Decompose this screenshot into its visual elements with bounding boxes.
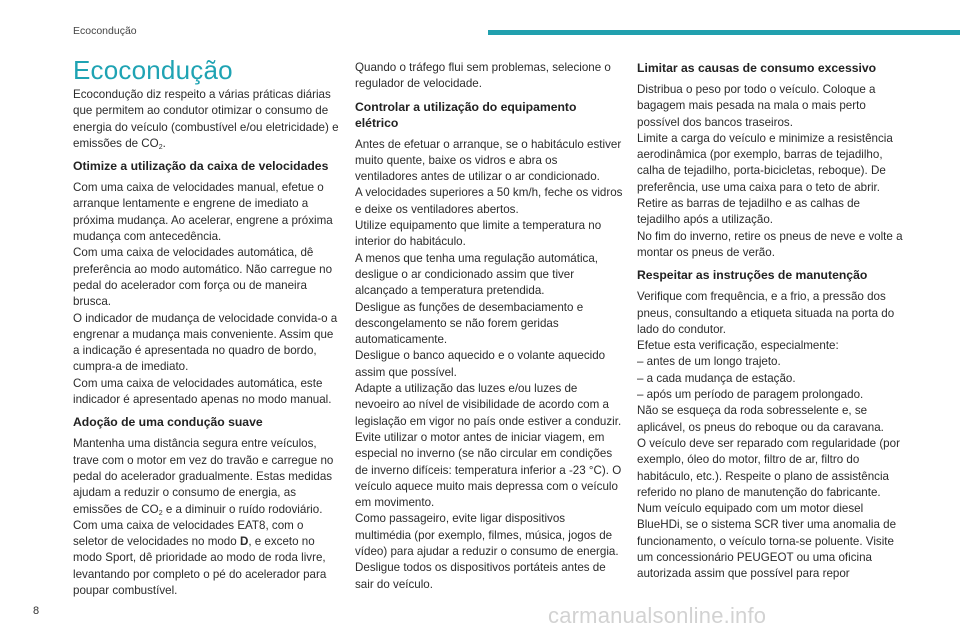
smooth-driving-paragraph: Mantenha uma distância segura entre veículos, trave com o motor em vez do travão e carregue no pedal do acelerador gradualmente. Estas medidas ajudam a reduzir o consumo de energia, as emissões de $CO_2$ e a diminuir o ruído rodoviário. Com uma caixa de velocidades EAT8, com o seletor de velocidades no modo D, e exceto no modo Sport, dê prioridade ao modo de roda livre, levantando por completo o pé do acelerador para poupar combustível. [73, 437, 334, 598]
heading-maintenance: Respeitar as instruções de manutenção [637, 268, 868, 283]
heading-excess-consumption: Limitar as causas de consumo excessivo [637, 61, 877, 75]
heading-electrical-equipment: Controlar a utilização do equipamento elétrico [355, 99, 577, 130]
electrical-equipment-paragraph: Antes de efetuar o arranque, se o habitáculo estiver muito quente, baixe os vidros e abra os ventiladores antes de utilizar o ar condicionado. A velocidades superiores a 50 km/h, feche os vidros e deixe os ventiladores abertos. Utilize equipamento que limite a temperatura no interior do habitáculo. A menos que tenha uma regulação automática, desligue o ar condicionado assim que tiver alcançado a temperatura pretendida. Desligue as funções de desembaciamento e descongelamento se não forem geridas automaticamente. Desligue o banco aquecido e o volante aquecido assim que possível. Adapte a utilização das luzes e/ou luzes de nevoeiro ao nível de visibilidade de acordo com a legislação em vigor no país onde estiver a conduzir. Evite utilizar o motor antes de iniciar viagem, em especial no inverno (se não circular em condições de inverno difíceis: temperatura inferior a -23 °C). O veículo aquece muito mais depressa com o veículo em movimento. Como passageiro, evite ligar dispositivos multimédia (por exemplo, filmes, música, jogos de vídeo) para ajudar a reduzir o consumo de energia. Desligue todos os dispositivos portáteis antes de sair do veículo. [355, 137, 623, 591]
heading-smooth-driving: Adoção de uma condução suave [73, 415, 263, 430]
page-number: 8 [33, 605, 40, 617]
gearbox-paragraph: Com uma caixa de velocidades manual, efetue o arranque lentamente e engrene de imediato a próxima mudança. Ao acelerar, engrene a próxima mudança com antecedência. Com uma caixa de velocidades automática, dê preferência ao modo automático. Não carregue no pedal do acelerador com força ou de maneira brusca. O indicador de mudança de velocidade convida-o a engrenar a mudança mais conveniente. Assim que a indicação é apresentada no quadro de bordo, cumpra-a de imediato. Com uma caixa de velocidades automática, este indicador é apresentado apenas no modo manual. [73, 181, 338, 407]
excess-consumption-paragraph: Distribua o peso por todo o veículo. Coloque a bagagem mais pesada na mala o mais perto possível dos bancos traseiros. Limite a carga do veículo e minimize a resistência aerodinâmica (por exemplo, barras de tejadilho, calha de tejadilho, porta-bicicletas, reboque). De preferência, use uma caixa para o teto de abrir. Retire as barras de tejadilho e as calhas de tejadilho após a utilização. No fim do inverno, retire os pneus de neve e volte a montar os pneus de verão. [637, 83, 903, 259]
running-head: Ecocondução [73, 25, 137, 37]
cruise-control-paragraph: Quando o tráfego flui sem problemas, selecione o regulador de velocidade. [355, 61, 611, 91]
maintenance-paragraph: Verifique com frequência, e a frio, a pressão dos pneus, consultando a etiqueta situada na porta do lado do condutor. Efetue esta verificação, especialmente: – antes de um longo trajeto. – a cada mudança de estação. – após um período de paragem prolongado. Não se esqueça da roda sobresselente e, se aplicável, os pneus do reboque ou da caravana. O veículo deve ser reparado com regularidade (por exemplo, óleo do motor, filtro de ar, filtro do habitáculo, etc.). Respeite o plano de assistência referido no plano de manutenção do fabricante. Num veículo equipado com um motor diesel BlueHDi, se o sistema SCR tiver uma anomalia de funcionamento, o veículo torna-se poluente. Visite um concessionário PEUGEOT ou uma oficina autorizada assim que possível para repor [637, 290, 900, 581]
column-3 [637, 60, 905, 589]
page-title: Ecocondução [73, 55, 233, 85]
heading-gearbox: Otimize a utilização da caixa de velocidades [73, 159, 329, 174]
header-accent-bar [488, 30, 960, 35]
intro-paragraph: Ecocondução diz respeito a várias práticas diárias que permitem ao condutor otimizar o consumo de energia do veículo (combustível e/ou eletricidade) e emissões de $CO_2$. [73, 88, 339, 151]
column-2 [355, 60, 623, 599]
column-1 [73, 87, 341, 599]
watermark: carmanualsonline.info [548, 603, 767, 628]
